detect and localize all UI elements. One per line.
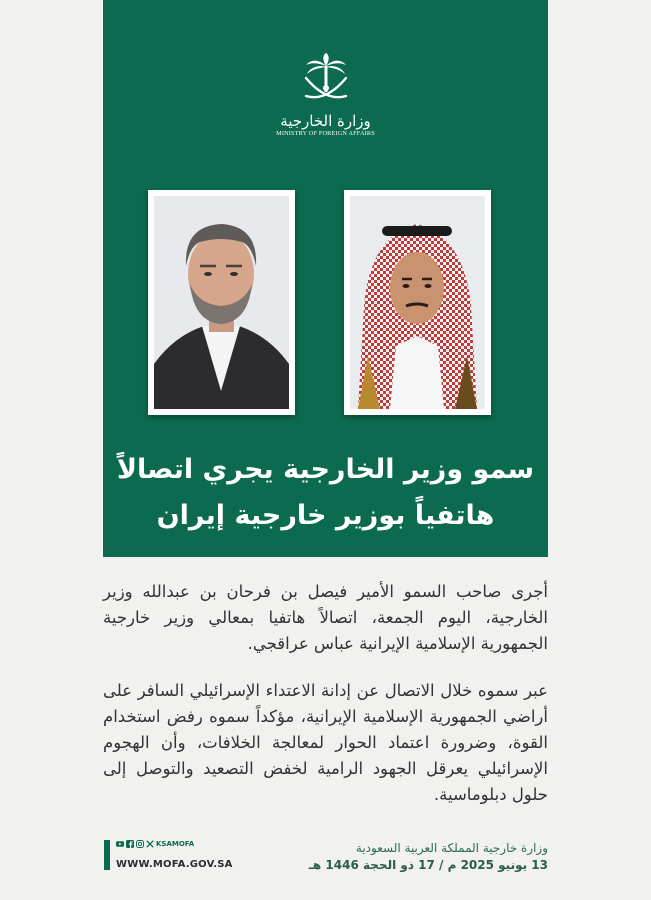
headline-line-2: هاتفياً بوزير خارجية إيران	[156, 500, 495, 531]
x-icon[interactable]	[146, 840, 154, 848]
photo-iran-minister	[148, 190, 295, 415]
footer-accent-bar	[104, 840, 110, 870]
portrait-iran-minister	[154, 196, 289, 409]
logo-english-text: MINISTRY OF FOREIGN AFFAIRS	[276, 130, 375, 137]
logo-arabic-text: وزارة الخارجية	[280, 112, 371, 130]
website-link[interactable]: WWW.MOFA.GOV.SA	[116, 859, 233, 870]
body-paragraph-1: أجرى صاحب السمو الأمير فيصل بن فرحان بن عبدالله وزير الخارجية، اليوم الجمعة، اتصالاً هاتفيا بمعالي وزير خارجية الجمهورية الإسلامية الإيرانية عباس عراقجي.	[103, 582, 548, 653]
social-handle[interactable]: KSAMOFA	[156, 840, 195, 848]
footer-date: 13 يونيو 2025 م / 17 ذو الحجة 1446 هـ	[308, 858, 548, 872]
instagram-icon[interactable]	[136, 840, 144, 848]
social-row	[116, 840, 233, 848]
footer-ministry-date	[298, 840, 548, 874]
youtube-icon[interactable]	[116, 840, 124, 848]
ministry-logo	[0, 52, 651, 138]
footer-contact	[104, 840, 233, 870]
photo-saudi-minister	[344, 190, 491, 415]
emblem-icon	[298, 52, 354, 108]
headline-line-1: سمو وزير الخارجية يجري اتصالاً	[116, 454, 535, 485]
body-paragraph-2: عبر سموه خلال الاتصال عن إدانة الاعتداء الإسرائيلي السافر على أراضي الجمهورية الإسلامية الإيرانية، مؤكداً سموه رفض استخدام القوة، وضرورة اعتماد الحوار لمعالجة الخلافات، وأن الهجوم الإسرائيلي يعرقل الجهود الرامية لخفض التصعيد والتوصل إلى حلول دبلوماسية.	[103, 681, 548, 804]
footer-ministry-name: وزارة خارجية المملكة العربية السعودية	[355, 841, 548, 855]
facebook-icon[interactable]	[126, 840, 134, 848]
portrait-saudi-minister	[350, 196, 485, 409]
